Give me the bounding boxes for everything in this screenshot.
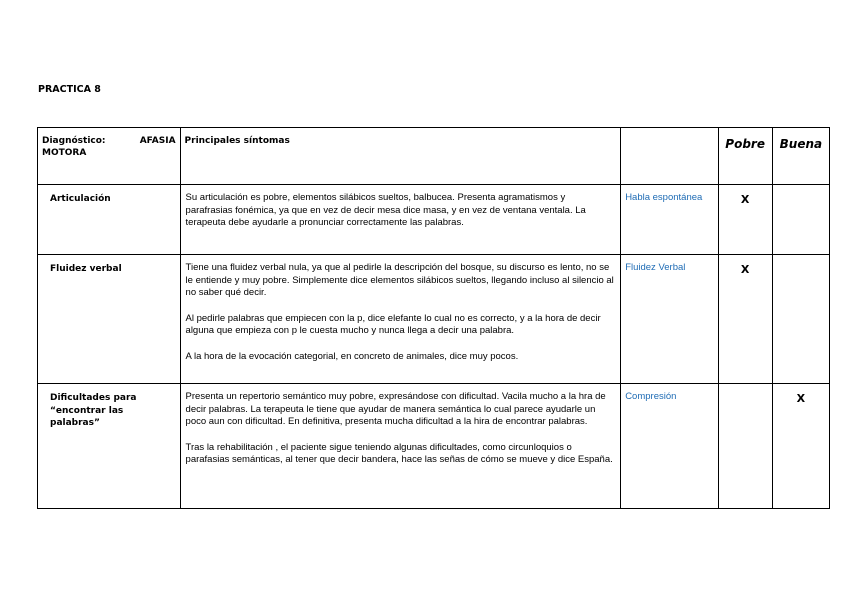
diagnosis-table: [37, 127, 830, 509]
buena-mark: [773, 185, 829, 194]
category-header-cell: [621, 128, 718, 185]
diagnosis-value-line2: MOTORA: [42, 147, 87, 158]
symptom-paragraph: Tiene una fluidez verbal nula, ya que al pedirle la descripción del bosque, su discurso es lento, no se le entiende y muy pobre. Simplemente dice elementos silábicos sueltos, llegando incluso al silencio al no saber qué decir.: [185, 262, 614, 299]
page-title: PRACTICA 8: [38, 84, 101, 95]
symptom-paragraph: Al pedirle palabras que empiecen con la p, dice elefante lo cual no es correcto, y a la hora de decir alguna que empieza con p le cuesta mucho y nunca llega a decir una palabra.: [185, 312, 601, 337]
table-header-row: [38, 128, 830, 185]
symptom-paragraph: Tras la rehabilitación , el paciente sigue teniendo algunas dificultades, como circunloquios o parafasias semánticas, al tener que decir bandera, hace las señas de cómo se mueve y dice España.: [185, 441, 613, 466]
diagnosis-value: AFASIA: [139, 136, 176, 146]
buena-header-cell: [772, 128, 829, 185]
pobre-header: Pobre: [725, 137, 765, 151]
table-row: [38, 255, 830, 384]
symptom-paragraph: Presenta un repertorio semántico muy pobre, expresándose con dificultad. Vacila mucho a la hra de decir palabras. La terapeuta le tiene que ayudar de manera semántica lo cual parece ayudarle un poco aun con dificultad. En definitiva, presenta mucha dificultad a la hira de encontrar palabras.: [185, 391, 606, 428]
table-row: [38, 185, 830, 255]
row-label-fluidez-verbal: Fluidez verbal: [50, 264, 122, 274]
buena-header: Buena: [779, 137, 823, 151]
diagnosis-header-cell: [38, 128, 181, 185]
diagnosis-label: Diagnóstico:: [42, 136, 106, 146]
table-row: [38, 384, 830, 509]
pobre-mark: X: [740, 263, 750, 276]
symptom-paragraph: A la hora de la evocación categorial, en concreto de animales, dice muy pocos.: [185, 350, 519, 362]
row-label-dificultades: Dificultades para “encontrar las palabras”: [50, 393, 137, 428]
category-fluidez-verbal: Fluidez Verbal: [625, 262, 686, 273]
symptom-paragraph: Su articulación es pobre, elementos silábicos sueltos, balbucea. Presenta agramatismos y parafrasias fonémica, ya que en vez de decir mesa dice masa, y en vez de ventana ventala. La terapeuta debe ayudarle a pronunciar correctamente las palabras.: [185, 192, 586, 229]
symptoms-text: [181, 384, 621, 467]
category-habla-espontanea: Habla espontánea: [625, 192, 703, 203]
buena-mark: [773, 255, 829, 264]
symptoms-header: Principales síntomas: [184, 136, 290, 146]
row-label-articulacion: Articulación: [50, 194, 111, 204]
buena-mark: X: [796, 392, 806, 405]
symptoms-text: [181, 185, 621, 230]
category-compresion: Compresión: [625, 391, 677, 402]
pobre-mark: [719, 384, 772, 393]
symptoms-text: [181, 255, 621, 364]
pobre-mark: X: [740, 193, 750, 206]
symptoms-header-cell: [180, 128, 621, 185]
pobre-header-cell: [718, 128, 772, 185]
